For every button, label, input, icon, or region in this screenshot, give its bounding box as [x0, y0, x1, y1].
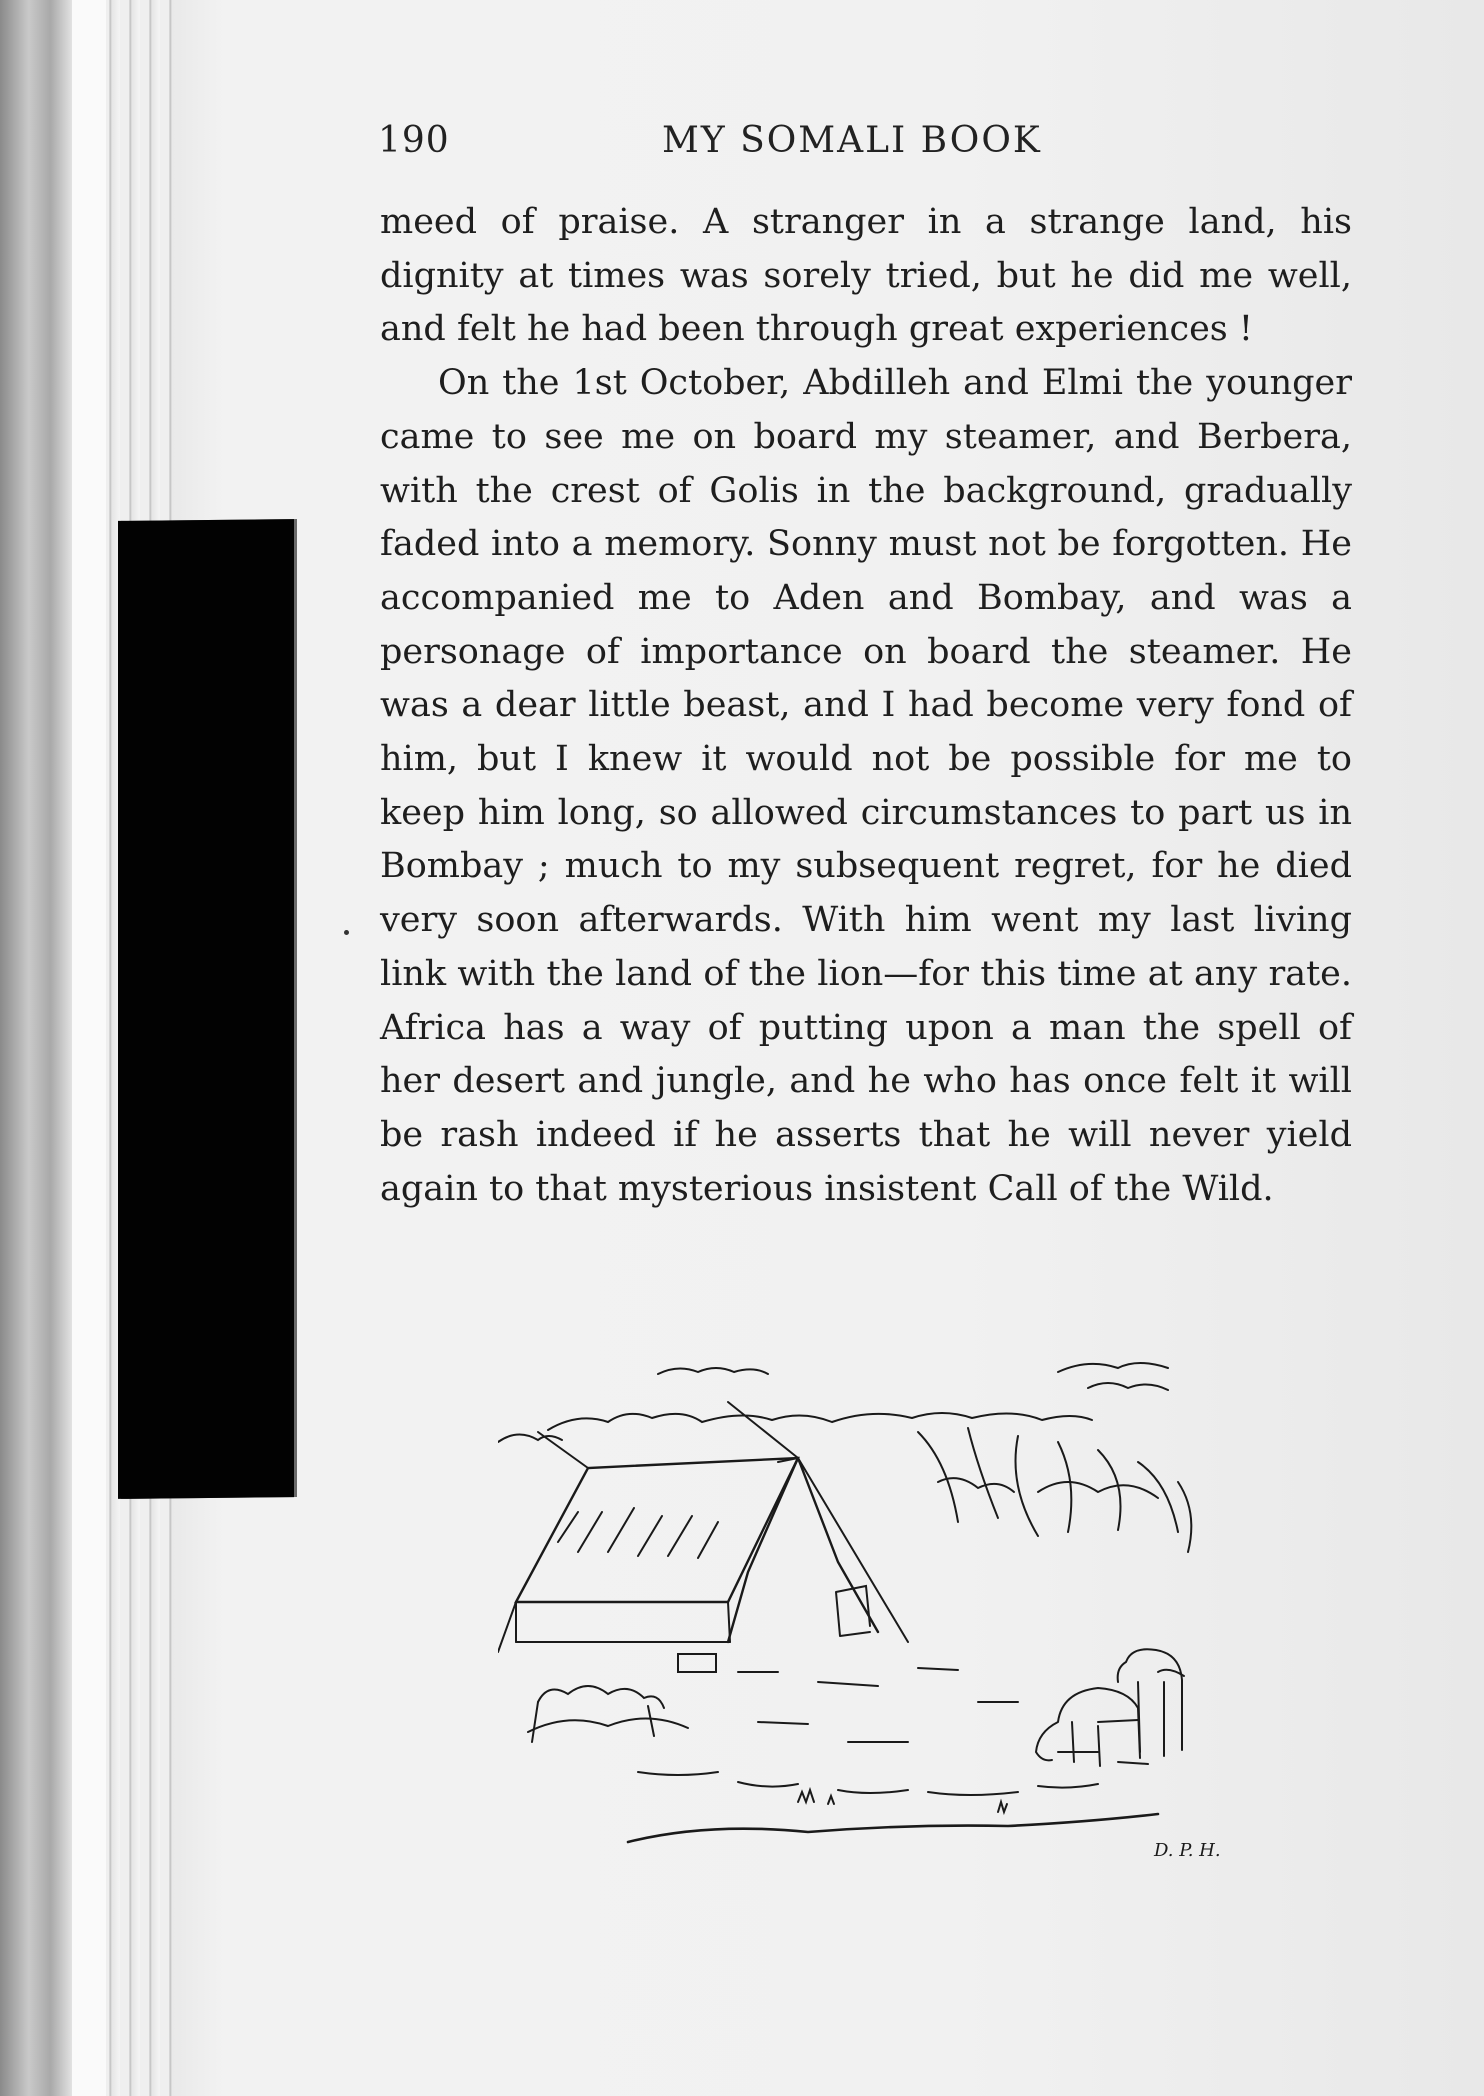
book-binding-shadow [0, 0, 72, 2096]
paragraph-1: meed of praise. A stranger in a strange land, his dignity at times was sorely tried, but he did me well, and felt he had been through great experiences ! [380, 202, 1352, 350]
running-title: MY SOMALI BOOK [662, 120, 1042, 161]
book-edge-highlight [72, 0, 106, 2096]
paragraph-2: On the 1st October, Abdilleh and Elmi the younger came to see me on board my steamer, and Berbera, with the crest of Golis in the background, gradually faded into a memory. Sonny must not be forgotten. He accompanied me to Aden and Bombay, and was a personage of importance on board the steamer. He was a dear little beast, and I had become very fond of him, but I knew it would not be possible for me to keep him long, so allowed circumstances to part us in Bombay ; much to my subsequent regret, for he died very soon afterwards. With him went my last living link with the land of the lion—for this time at any rate. Africa has a way of putting upon a man the spell of her desert and jungle, and he who has once felt it will be rash indeed if he asserts that he will never yield again to that mysterious insistent Call of the Wild. [380, 363, 1352, 1209]
page-marker-tab [118, 519, 294, 1499]
illustration-signature: D. P. H. [1154, 1840, 1221, 1861]
camp-illustration [498, 1342, 1238, 1862]
body-text [380, 196, 1352, 1216]
margin-mark [344, 930, 349, 935]
page-header [378, 120, 1356, 174]
page-number: 190 [378, 120, 450, 161]
